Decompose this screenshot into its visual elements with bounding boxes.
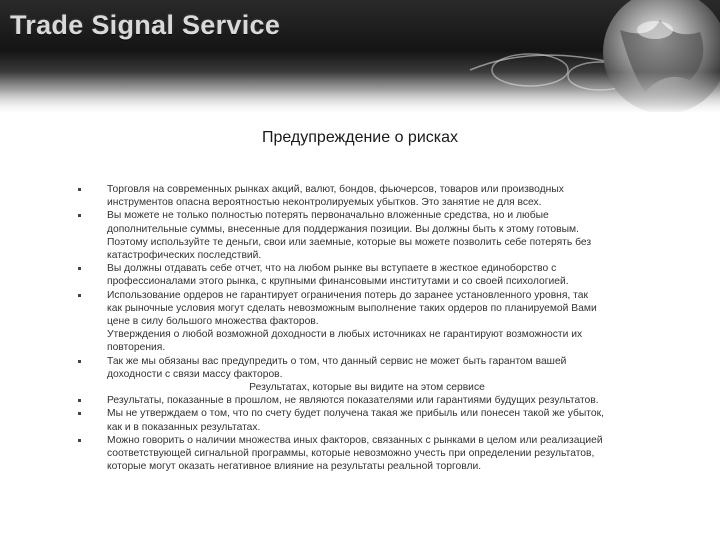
bullet-text-line: Мы не утверждаем о том, что по счету будет получена такая же прибыль или понесен такой же убыток, xyxy=(107,408,604,420)
bullet-item xyxy=(78,394,656,407)
bullet-marker-icon xyxy=(78,399,81,402)
bullet-marker-icon xyxy=(78,294,81,297)
bullet-marker-icon xyxy=(78,214,81,217)
bullet-text-line: Результатах, которые вы видите на этом сервисе xyxy=(249,382,485,394)
bullet-item xyxy=(78,434,656,474)
bullet-text-line: повторения. xyxy=(107,342,166,354)
bullet-text-line: Вы можете не только полностью потерять первоначально вложенные средства, но и любые xyxy=(107,210,549,222)
bullet-text-line: Поэтому используйте те деньги, свои или заемные, которые вы можете позволить себе потерять без xyxy=(107,236,592,248)
bullet-item xyxy=(78,183,656,209)
bullet-text-line: Использование ордеров не гарантирует ограничения потерь до заранее установленного уровня, так xyxy=(107,289,588,301)
bullet-item xyxy=(78,355,656,381)
slide-heading: Предупреждение о рисках xyxy=(261,129,459,146)
bullet-item xyxy=(78,209,656,262)
risk-bullet-list xyxy=(78,183,656,473)
bullet-text-line: дополнительные суммы, внесенные для поддержания позиции. Вы должны быть к этому готовым. xyxy=(107,223,579,235)
header-banner xyxy=(0,0,720,112)
centered-subheading xyxy=(78,381,656,394)
bullet-text-line: цене в силу большого множества факторов. xyxy=(107,316,319,328)
banner-fade xyxy=(0,72,720,112)
bullet-marker-icon xyxy=(78,412,81,415)
bullet-text-line: как и в показанных результатах. xyxy=(107,421,261,433)
bullet-text-line: соответствующей сигнальной программы, которые невозможно учесть при определении результатов, xyxy=(107,448,595,460)
bullet-text-line: Вы должны отдавать себе отчет, что на любом рынке вы вступаете в жесткое единоборство с xyxy=(107,263,557,275)
bullet-text-line: профессионалами этого рынка, с крупными финансовыми институтами и со своей психологией. xyxy=(107,276,569,288)
bullet-item xyxy=(78,407,656,433)
bullet-marker-icon xyxy=(78,188,81,191)
bullet-item xyxy=(78,262,656,288)
bullet-text-line: катастрофических последствий. xyxy=(107,250,262,262)
bullet-text-line: доходности с связи массу факторов. xyxy=(107,368,283,380)
bullet-text-line: Результаты, показанные в прошлом, не являются показателями или гарантиями будущих результатов. xyxy=(107,395,599,407)
bullet-text-line: как рыночные условия могут сделать невозможным выполнение таких ордеров по планируемой Вами xyxy=(107,302,597,314)
bullet-marker-icon xyxy=(78,439,81,442)
bullet-marker-icon xyxy=(78,267,81,270)
bullet-text-line: Так же мы обязаны вас предупредить о том, что данный сервис не может быть гарантом вашей xyxy=(107,355,567,367)
bullet-text-line: Торговля на современных рынках акций, валют, бондов, фьючерсов, товаров или производных xyxy=(107,184,564,195)
bullet-text-line: инструментов опасна вероятностью неконтролируемых убытков. Это занятие не для всех. xyxy=(107,197,542,209)
banner-title: Trade Signal Service xyxy=(10,10,281,40)
bullet-text-line: которые могут оказать негативное влияние на результаты реальной торговли. xyxy=(107,461,482,473)
bullet-item xyxy=(78,289,656,355)
bullet-text-line: Можно говорить о наличии множества иных факторов, связанных с рынками в целом или реализацией xyxy=(107,434,603,446)
bullet-marker-icon xyxy=(78,360,81,363)
bullet-text-line: Утверждения о любой возможной доходности в любых источниках не гарантируют возможности их xyxy=(107,329,583,341)
